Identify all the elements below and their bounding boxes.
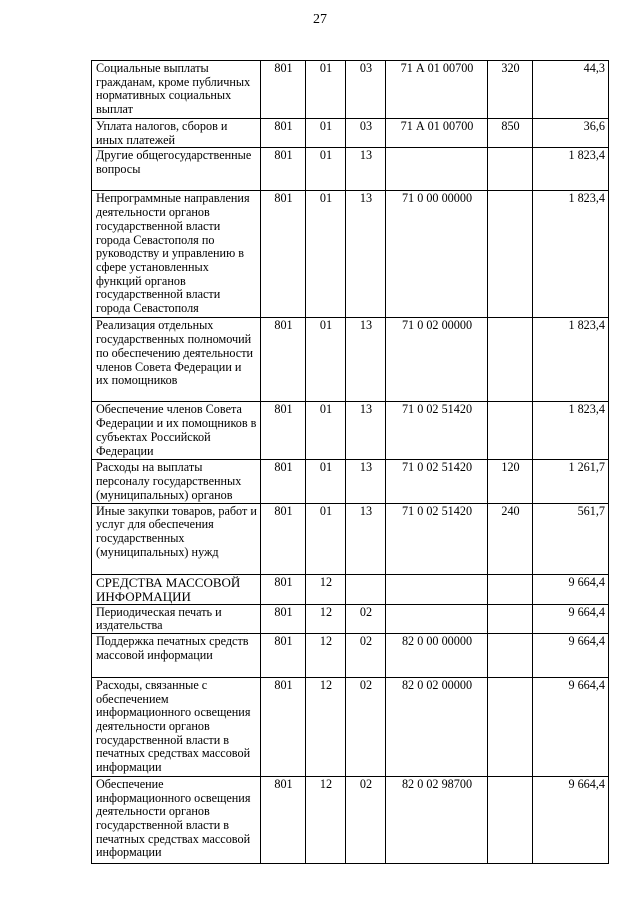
target-code: 71 А 01 00700 <box>386 119 488 148</box>
target-code: 71 0 02 51420 <box>386 402 488 460</box>
table-row <box>92 191 609 318</box>
row-name: Обеспечение информационного освещения деятельности органов государственной власти в печатных средствах массовой информации <box>92 776 261 863</box>
table-row <box>92 402 609 460</box>
expense-type-code: 240 <box>488 503 533 574</box>
table-row <box>92 148 609 191</box>
target-code: 71 А 01 00700 <box>386 61 488 119</box>
target-code: 71 0 00 00000 <box>386 191 488 318</box>
page-number: 27 <box>313 12 327 27</box>
ministry-code: 801 <box>261 460 306 503</box>
amount: 1 823,4 <box>533 318 609 402</box>
section-code: 12 <box>306 677 346 776</box>
expense-type-code <box>488 191 533 318</box>
amount: 9 664,4 <box>533 633 609 677</box>
section-code: 01 <box>306 503 346 574</box>
row-name: Поддержка печатных средств массовой информации <box>92 633 261 677</box>
amount: 9 664,4 <box>533 604 609 633</box>
subsection-code: 13 <box>346 191 386 318</box>
ministry-code: 801 <box>261 633 306 677</box>
subsection-code: 02 <box>346 677 386 776</box>
section-code: 01 <box>306 460 346 503</box>
table-row <box>92 776 609 863</box>
section-code: 12 <box>306 776 346 863</box>
budget-table <box>91 60 609 864</box>
subsection-code: 03 <box>346 61 386 119</box>
table-row <box>92 574 609 604</box>
target-code <box>386 574 488 604</box>
row-name: Расходы на выплаты персоналу государственных (муниципальных) органов <box>92 460 261 503</box>
amount: 36,6 <box>533 119 609 148</box>
table-row <box>92 633 609 677</box>
section-code: 12 <box>306 633 346 677</box>
section-code: 01 <box>306 402 346 460</box>
subsection-code <box>346 574 386 604</box>
expense-type-code <box>488 402 533 460</box>
ministry-code: 801 <box>261 318 306 402</box>
subsection-code: 02 <box>346 604 386 633</box>
section-code: 01 <box>306 148 346 191</box>
ministry-code: 801 <box>261 574 306 604</box>
row-name: Обеспечение членов Совета Федерации и их помощников в субъектах Российской Федерации <box>92 402 261 460</box>
subsection-code: 02 <box>346 776 386 863</box>
subsection-code: 13 <box>346 402 386 460</box>
expense-type-code <box>488 318 533 402</box>
table-row <box>92 677 609 776</box>
ministry-code: 801 <box>261 61 306 119</box>
target-code: 71 0 02 51420 <box>386 460 488 503</box>
amount: 1 823,4 <box>533 402 609 460</box>
subsection-code: 13 <box>346 503 386 574</box>
target-code: 71 0 02 00000 <box>386 318 488 402</box>
amount: 44,3 <box>533 61 609 119</box>
amount: 9 664,4 <box>533 776 609 863</box>
section-code: 01 <box>306 318 346 402</box>
target-code: 82 0 02 00000 <box>386 677 488 776</box>
ministry-code: 801 <box>261 604 306 633</box>
expense-type-code <box>488 148 533 191</box>
table-row <box>92 604 609 633</box>
table-row <box>92 119 609 148</box>
subsection-code: 13 <box>346 148 386 191</box>
amount: 1 823,4 <box>533 148 609 191</box>
target-code: 82 0 00 00000 <box>386 633 488 677</box>
row-name: Реализация отдельных государственных полномочий по обеспечению деятельности членов Совета Федерации и их помощников <box>92 318 261 402</box>
row-name: Уплата налогов, сборов и иных платежей <box>92 119 261 148</box>
ministry-code: 801 <box>261 776 306 863</box>
expense-type-code <box>488 776 533 863</box>
amount: 9 664,4 <box>533 574 609 604</box>
row-name: Периодическая печать и издательства <box>92 604 261 633</box>
row-name: СРЕДСТВА МАССОВОЙ ИНФОРМАЦИИ <box>92 574 261 604</box>
expense-type-code: 120 <box>488 460 533 503</box>
amount: 1 823,4 <box>533 191 609 318</box>
target-code <box>386 148 488 191</box>
section-code: 01 <box>306 119 346 148</box>
section-code: 01 <box>306 61 346 119</box>
ministry-code: 801 <box>261 148 306 191</box>
table-row <box>92 318 609 402</box>
subsection-code: 13 <box>346 318 386 402</box>
row-name: Другие общегосударственные вопросы <box>92 148 261 191</box>
expense-type-code <box>488 574 533 604</box>
target-code: 82 0 02 98700 <box>386 776 488 863</box>
table-row <box>92 460 609 503</box>
expense-type-code <box>488 633 533 677</box>
subsection-code: 02 <box>346 633 386 677</box>
section-code: 12 <box>306 574 346 604</box>
amount: 561,7 <box>533 503 609 574</box>
ministry-code: 801 <box>261 503 306 574</box>
row-name: Расходы, связанные с обеспечением информационного освещения деятельности органов государственной власти в печатных средствах массовой информации <box>92 677 261 776</box>
row-name: Непрограммные направления деятельности органов государственной власти города Севастополя по руководству и управлению в сфере установленных функций органов государственной власти города Севастополя <box>92 191 261 318</box>
amount: 1 261,7 <box>533 460 609 503</box>
expense-type-code <box>488 677 533 776</box>
ministry-code: 801 <box>261 119 306 148</box>
section-code: 01 <box>306 191 346 318</box>
ministry-code: 801 <box>261 402 306 460</box>
subsection-code: 13 <box>346 460 386 503</box>
ministry-code: 801 <box>261 191 306 318</box>
target-code: 71 0 02 51420 <box>386 503 488 574</box>
table-row <box>92 61 609 119</box>
expense-type-code <box>488 604 533 633</box>
subsection-code: 03 <box>346 119 386 148</box>
ministry-code: 801 <box>261 677 306 776</box>
row-name: Социальные выплаты гражданам, кроме публичных нормативных социальных выплат <box>92 61 261 119</box>
section-code: 12 <box>306 604 346 633</box>
target-code <box>386 604 488 633</box>
table-row <box>92 503 609 574</box>
expense-type-code: 850 <box>488 119 533 148</box>
row-name: Иные закупки товаров, работ и услуг для обеспечения государственных (муниципальных) нужд <box>92 503 261 574</box>
amount: 9 664,4 <box>533 677 609 776</box>
expense-type-code: 320 <box>488 61 533 119</box>
